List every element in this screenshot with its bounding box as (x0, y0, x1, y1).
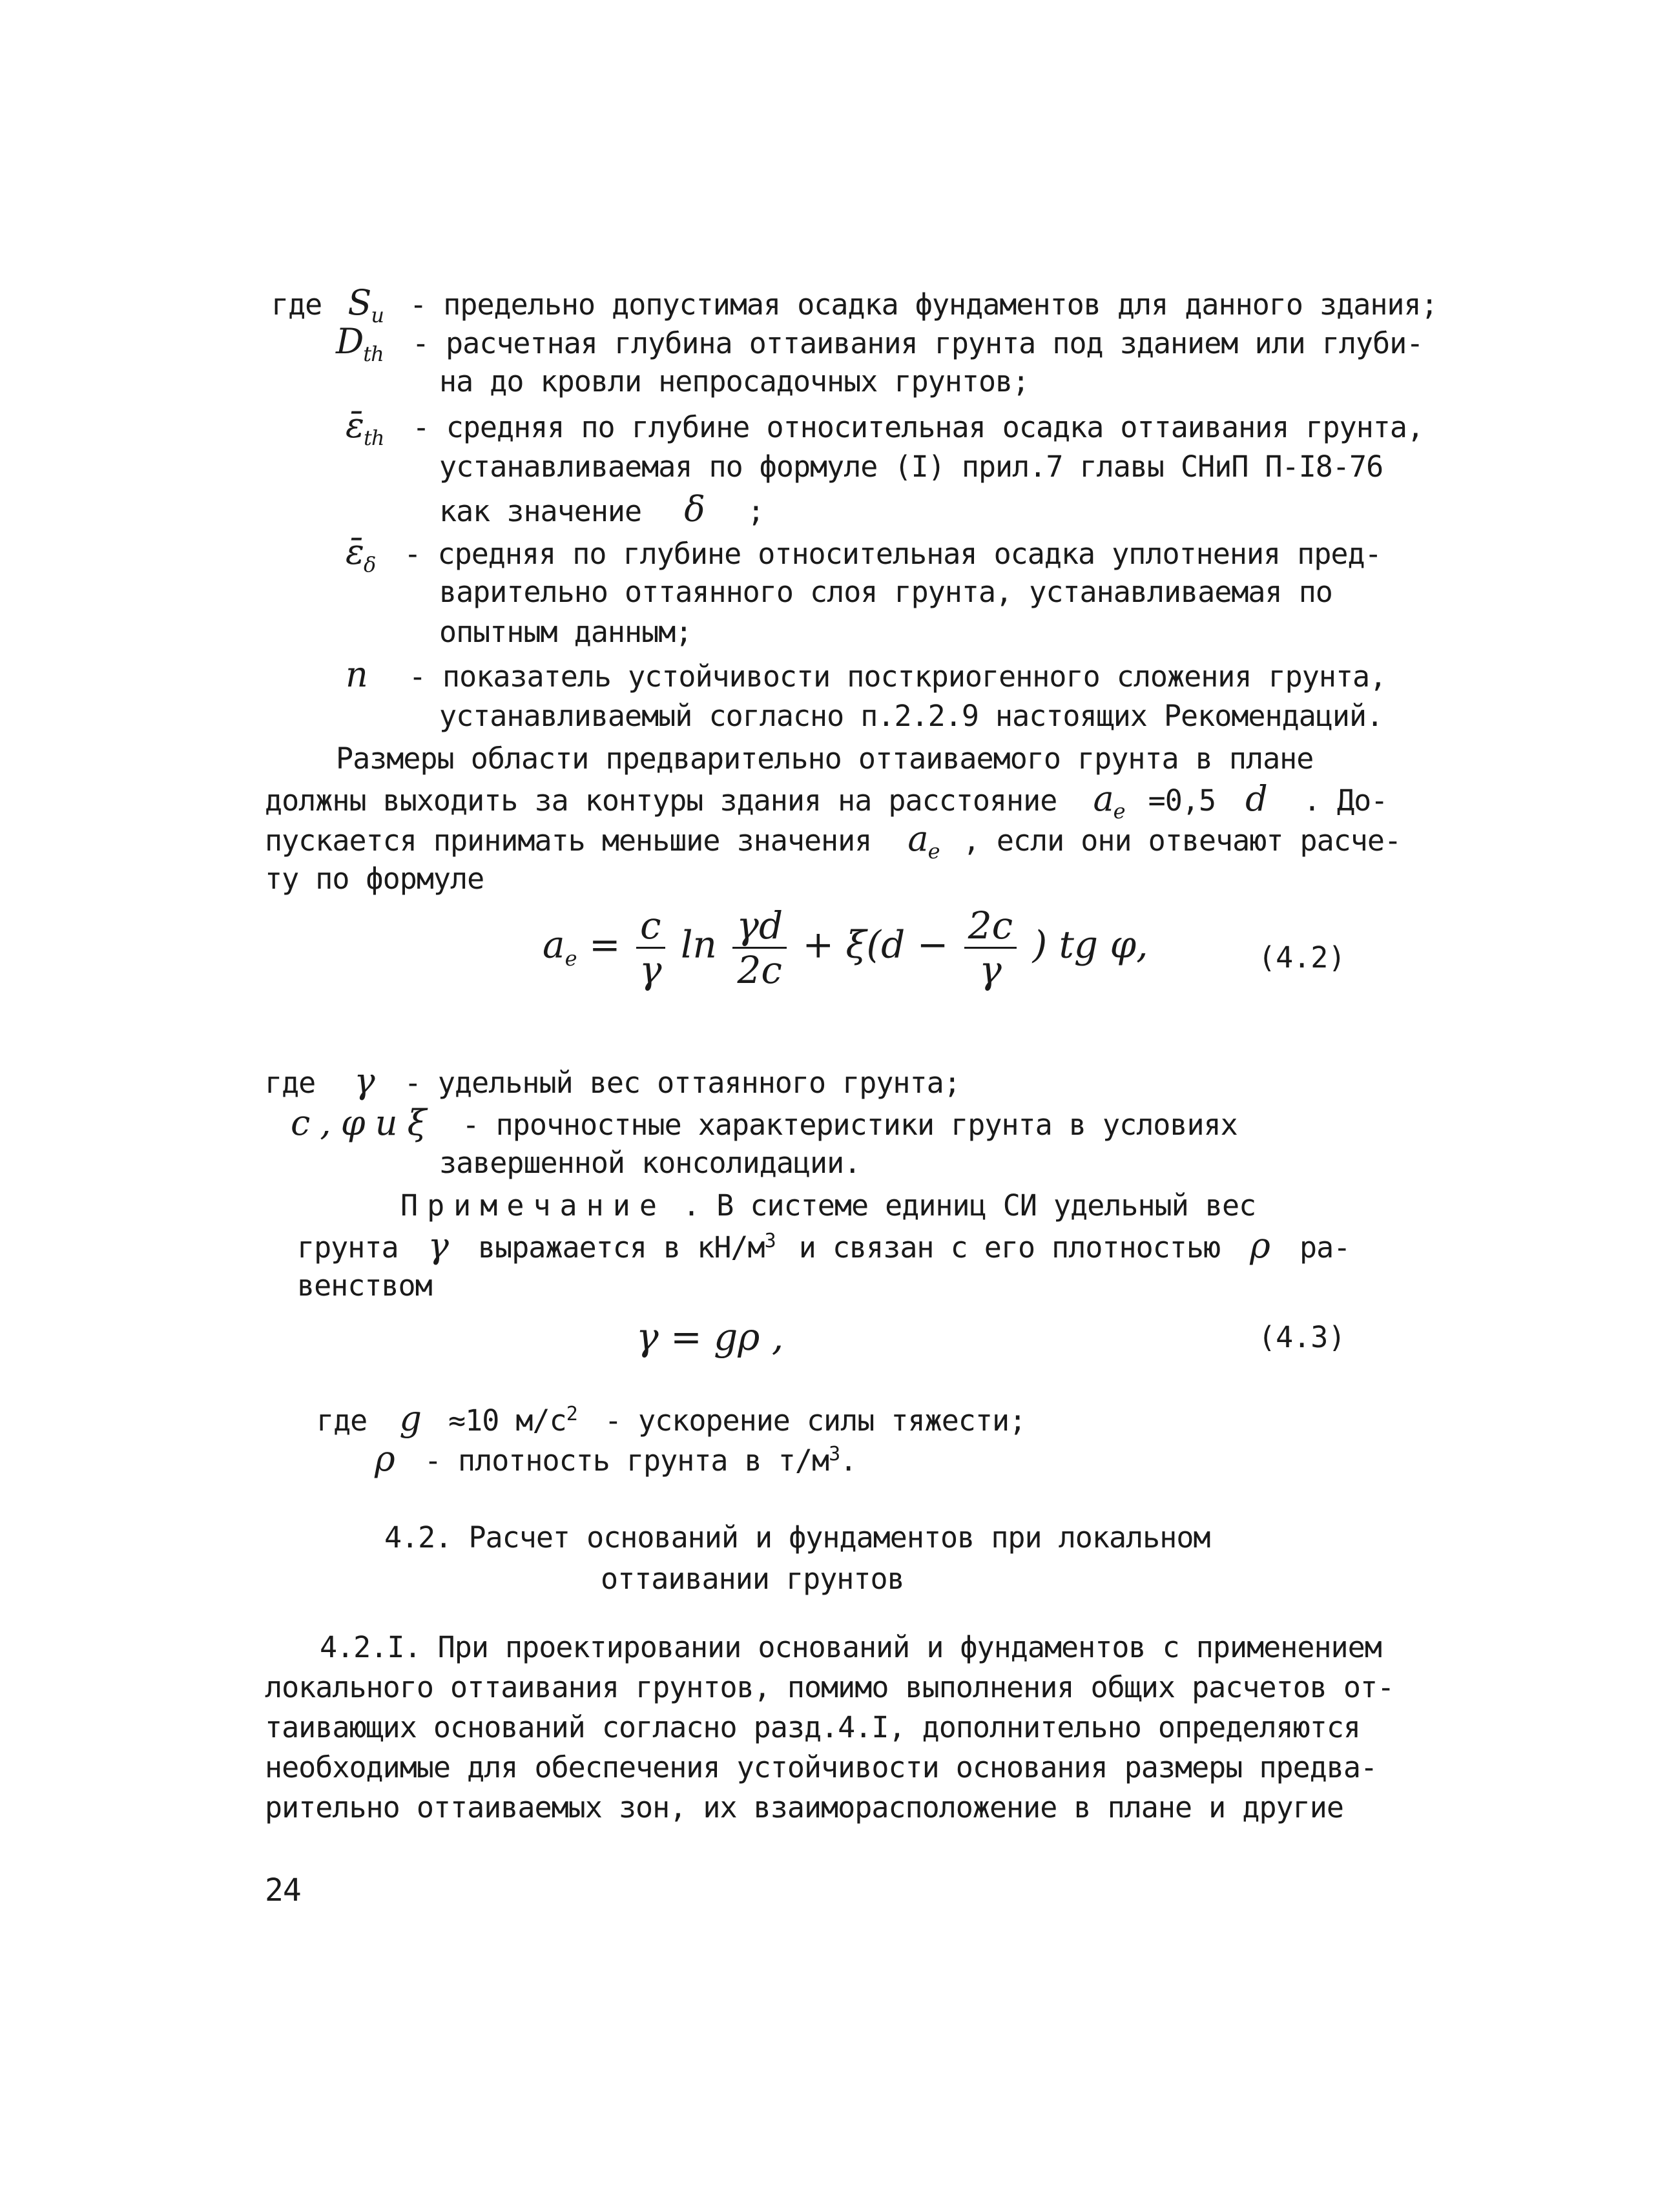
symbol-rho-2: ρ (375, 1438, 395, 1479)
def-eth-cont2: как значение δ ; (439, 489, 764, 530)
symbol-g: g (399, 1398, 421, 1439)
def-strength-line (291, 1104, 1238, 1144)
para1-line2: должны выходить за контуры здания на расстояние $a_e =0,5$ d . До- (265, 778, 1388, 823)
def-eth-text: - средняя по глубине относительная осадка оттаивания грунта, (412, 410, 1424, 444)
note-line1: Примечание . В системе единиц СИ удельный вес (400, 1188, 1256, 1223)
para1-line1: Размеры области предварительно оттаиваемого грунта в плане (336, 741, 1314, 776)
def-edelta-cont2: опытным данным; (439, 615, 692, 649)
para2-line3: таивающих оснований согласно разд.4.I, дополнительно определяются (265, 1710, 1360, 1744)
def-eth-line (346, 405, 1424, 450)
def-n-cont: устанавливаемый согласно п.2.2.9 настоящих Рекомендаций. (439, 699, 1383, 733)
note-label: Примечание (400, 1188, 666, 1223)
symbol-dth: $D_{th}$ (336, 321, 384, 366)
page-number: 24 (265, 1872, 301, 1908)
def-dth-cont: на до кровли непросадочных грунтов; (439, 364, 1030, 398)
symbol-ae: $a_e$ (1093, 778, 1125, 823)
symbol-ae-2: $a_e$ (907, 818, 940, 863)
symbol-c-phi-xi: c , φ и ξ (291, 1102, 426, 1143)
def-n-line (346, 656, 1386, 696)
symbol-eps-delta: $\varepsilon̄_\delta$ (346, 532, 376, 577)
para2-line4: необходимые для обеспечения устойчивости основания размеры предва- (265, 1750, 1378, 1784)
note-line3: венством (297, 1268, 432, 1303)
section-heading-line1: 4.2. Расчет оснований и фундаментов при локальном (384, 1520, 1210, 1555)
para2-line1: 4.2.I. При проектировании оснований и фундаментов с применением (320, 1630, 1382, 1664)
def-gamma-line: где γ - удельный вес оттаянного грунта; (265, 1060, 960, 1101)
symbol-gamma: γ (354, 1060, 375, 1101)
fraction-gammad-2c: $\frac{\gamma d}{2c}$ (732, 904, 787, 991)
fraction-2c-gamma: $\frac{2c}{\gamma}$ (964, 904, 1017, 991)
symbol-eps-th: $\varepsilon̄_{th}$ (346, 405, 384, 450)
symbol-n: n (346, 654, 368, 695)
def-dth-line (336, 321, 1424, 366)
def-su-line: где $S_u$ - предельно допустимая осадка фундаментов для данного здания; (271, 282, 1438, 327)
equation-4-3: γ = gρ , (636, 1315, 784, 1359)
def-n-text: - показатель устойчивости посткриогенного сложения грунта, (408, 659, 1387, 694)
para1-line3: пускается принимать меньшие значения $a_e$ , если они отвечают расче- (265, 818, 1402, 863)
equation-number-4-3: (4.3) (1258, 1320, 1346, 1354)
def-edelta-line (346, 532, 1382, 577)
para2-line2: локального оттаивания грунтов, помимо выполнения общих расчетов от- (265, 1670, 1394, 1704)
para1-line4: ту по формуле (265, 862, 484, 896)
symbol-su: $S_u$ (347, 282, 384, 327)
symbol-delta: δ (684, 489, 705, 530)
section-heading-line2: оттаивании грунтов (601, 1562, 904, 1596)
equation-4-2: $a_e$ = $\frac{c}{\gamma}$ ln $\frac{\gamma d}{2c}$ + ξ(d − $\frac{2c}{\gamma}$ ) tg φ, (543, 904, 1148, 992)
equation-number-4-2: (4.2) (1258, 940, 1346, 975)
note-line2: грунта γ выражается в $кН/м^3$ и связан с его плотностью ρ ра- (297, 1225, 1351, 1266)
def-strength-text: - прочностные характеристики грунта в условиях (462, 1108, 1238, 1142)
def-eth-cont: устанавливаемая по формуле (I) прил.7 главы СНиП П-I8-76 (439, 450, 1383, 484)
para2-line5: рительно оттаиваемых зон, их взаиморасположение в плане и другие (265, 1790, 1343, 1824)
def-g-line: где g ≈10 $м/с^2$ - ускорение силы тяжести; (316, 1398, 1026, 1439)
def-dth-text: - расчетная глубина оттаивания грунта под зданием или глуби- (411, 326, 1424, 360)
symbol-rho: ρ (1250, 1225, 1270, 1266)
def-strength-cont: завершенной консолидации. (439, 1146, 861, 1180)
def-edelta-cont: варительно оттаянного слоя грунта, устанавливаемая по (439, 575, 1332, 609)
def-rho-line: ρ - плотность грунта в $т/м^3$. (375, 1438, 857, 1479)
symbol-gamma-2: γ (428, 1225, 448, 1266)
fraction-c-gamma: $\frac{c}{\gamma}$ (636, 904, 665, 991)
def-gamma-text: - удельный вес оттаянного грунта; (404, 1066, 960, 1100)
def-su-text: - предельно допустимая осадка фундаментов для данного здания; (409, 287, 1438, 322)
symbol-d: d (1245, 778, 1267, 819)
def-edelta-text: - средняя по глубине относительная осадка уплотнения пред- (404, 537, 1382, 571)
